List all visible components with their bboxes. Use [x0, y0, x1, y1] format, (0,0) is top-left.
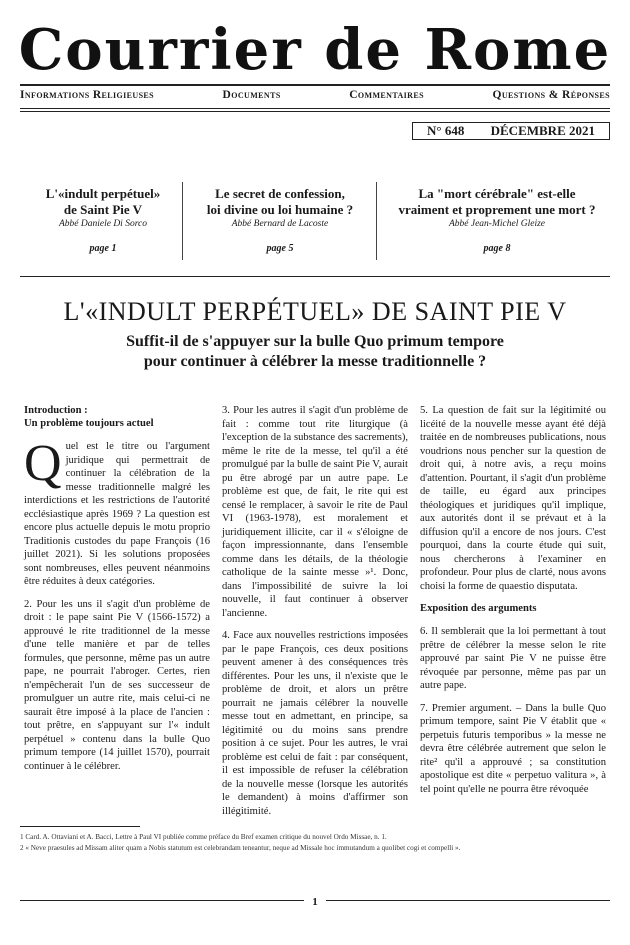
- section-heading: [24, 404, 210, 430]
- teaser-page: page 1: [89, 243, 117, 254]
- section-heading-line2: Un problème toujours actuel: [24, 418, 154, 429]
- paragraph-5: 5. La question de fait sur la légitimité ou licéité de la nouvelle messe ayant été déjà traitée en de nombreuses publications, nous voudrions nous pencher sur la question de droit qui, à notre avis, a reçu moins d'attention. Pourtant, il s'agit d'un problème de taille, eu égard aux principes théologiques et juridiques qu'il implique, aux autorités dont il se prévaut et à la diffusion qu'il a encore de nos jours. C'est pourquoi, dans la courte étude qui suit, nous chercherons à l'examiner en profondeur. Pour plus de clarté, nous avons choisi la forme de quaestio disputata.: [420, 405, 606, 592]
- teaser-author: Abbé Jean-Michel Gleize: [448, 219, 545, 229]
- article-title: L'«INDULT PERPÉTUEL» DE SAINT PIE V: [63, 297, 567, 326]
- teaser-separator: [376, 182, 377, 260]
- page-number-text: 1: [304, 896, 326, 908]
- section-heading-exposition: Exposition des arguments: [420, 603, 537, 614]
- paragraph-2: 2. Pour les uns il s'agit d'un problème de droit : le pape saint Pie V (1566-1572) a approuvé le rite traditionnel de la messe d'une telle manière et par de telles formules, que personne, même pas un autre pape, ne pourrait l'abroger. Certes, rien n'empêcherait l'un de ses successeur de promulguer un autre rite, mais celui-ci ne saurait être imposé à la place de l'ancien : tout prêtre, en s'appuyant sur l'« indult perpétuel » contenu dans la bulle Quo primum tempore (14 juillet 1570), pourrait continuer à le célébrer.: [24, 598, 210, 772]
- teaser-page: page 8: [483, 243, 511, 254]
- teaser-title-line1: Le secret de confession,: [215, 186, 345, 201]
- masthead-title: Courrier de Rome: [18, 17, 612, 83]
- teaser-title-line2: loi divine ou loi humaine ?: [206, 202, 354, 217]
- footnote-rule: [20, 826, 140, 827]
- issue-box: [412, 122, 610, 140]
- masthead-rule-top: [20, 84, 610, 86]
- paragraph-4: 4. Face aux nouvelles restrictions imposées par le pape François, ces deux positions peuvent amener à des conséquences très différentes. Pour les uns, il n'existe que le problème de droit, et alors un prêtre pourrait ne jamais célébrer la nouvelle messe tout en admettant, en principe, sa légitimité ou du moins sans prendre position à ce sujet. Pour les autres, le vrai problème est celui de fait : par conséquent, il est impossible de refuser la célébration de la nouvelle messe (lorsque les autorités le demandent) à moins d'affirmer son illégitimité.: [222, 630, 408, 817]
- nav-informations-religieuses[interactable]: Informations Religieuses: [20, 89, 155, 101]
- paragraph-1-text: uel est le titre ou l'argument juridique qui permettrait de continuer la célébration de la messe traditionnelle malgré les interdictions et les restrictions de l'autorité ecclésiastique après 1969 ? La question est encore plus actuelle depuis le motu proprio Traditionis custodes du pape François (16 juillet 2021). Si les solutions proposées sont nombreuses, elles peuvent néanmoins être réduites à deux catégories.: [24, 441, 210, 587]
- footnotes: [20, 832, 610, 854]
- article-subtitle-line1: Suffit-il de s'appuyer sur la bulle Quo primum tempore: [126, 333, 504, 350]
- nav-documents[interactable]: Documents: [222, 89, 281, 101]
- teaser-page: page 5: [266, 243, 294, 254]
- teaser-author: Abbé Daniele Di Sorco: [58, 219, 148, 229]
- teaser-indult[interactable]: [28, 186, 178, 254]
- issue-number: N° 648: [427, 123, 465, 138]
- teaser-rule: [20, 276, 610, 277]
- paragraph-3: 3. Pour les autres il s'agit d'un problème de fait : comme tout rite liturgique (à l'exception de la substance des sacrements), même le rite de la messe, tel qu'il a été promulgué par la bulle de saint Pie V, aurait pu être abrogé par un autre pape. Le problème est que, de fait, le rite qui est censé le remplacer, à savoir le rite de Paul VI (1963-1978), est moralement et juridiquement illicite, car il « s'éloigne de façon impressionnante, dans l'ensemble comme dans les détails, de la théologie catholique de la sainte messe »¹. Donc, dans l'impossibilité de suivre la loi nouvelle, il faut continuer à observer l'ancienne.: [222, 405, 408, 619]
- article-subtitle-line2: pour continuer à célébrer la messe traditionnelle ?: [143, 353, 487, 370]
- article-column-3: [420, 404, 606, 805]
- issue-date: DÉCEMBRE 2021: [490, 123, 595, 138]
- nav-rule-2: [20, 111, 610, 112]
- footnote-2: 2 « Neve praesules ad Missam aliter quam a Nobis statutum est celebrandam teneantur, neque ad Missale hoc immutandum a quolibet cogi et compelli ».: [20, 844, 461, 852]
- nav-rule-1: [20, 108, 610, 109]
- teaser-author: Abbé Bernard de Lacoste: [231, 219, 329, 229]
- teaser-separator: [182, 182, 183, 260]
- section-heading-line1: Introduction :: [24, 405, 88, 416]
- article-column-1: [24, 404, 210, 782]
- drop-cap: Q: [24, 435, 62, 492]
- teaser-secret-confession[interactable]: [190, 186, 370, 254]
- article-subtitle: [0, 332, 630, 372]
- paragraph-7: 7. Premier argument. – Dans la bulle Quo primum tempore, saint Pie V établit que « perpetuis futuris temporibus » la messe ne devra être célébrée autrement que selon le rite² qu'il a approuvé ; sa constitution apostolique est dite « perpetuo valitura », à tel point qu'elle ne pourra être révoquée: [420, 702, 606, 795]
- teaser-title-line1: L'«indult perpétuel»: [45, 186, 161, 201]
- paragraph-6: 6. Il semblerait que la loi permettant à tout prêtre de célébrer la messe selon le rite approuvé par saint Pie V ne puisse être révoquée par personne, même pas par un autre pape.: [420, 626, 606, 691]
- teaser-mort-cerebrale[interactable]: [384, 186, 610, 254]
- teaser-title-line1: La "mort cérébrale" est-elle: [418, 186, 576, 201]
- nav-commentaires[interactable]: Commentaires: [349, 89, 424, 101]
- section-nav: [20, 89, 610, 101]
- page-number: [0, 896, 630, 908]
- teaser-title-line2: vraiment et proprement une mort ?: [398, 202, 596, 217]
- teaser-title-line2: de Saint Pie V: [63, 202, 143, 217]
- article-column-2: [222, 404, 408, 827]
- paragraph-1: [24, 435, 210, 589]
- nav-questions-reponses[interactable]: Questions & Réponses: [492, 89, 610, 101]
- footnote-1: 1 Card. A. Ottaviani et A. Bacci, Lettre à Paul VI publiée comme préface du Bref examen critique du nouvel Ordo Missae, n. 1.: [20, 833, 387, 841]
